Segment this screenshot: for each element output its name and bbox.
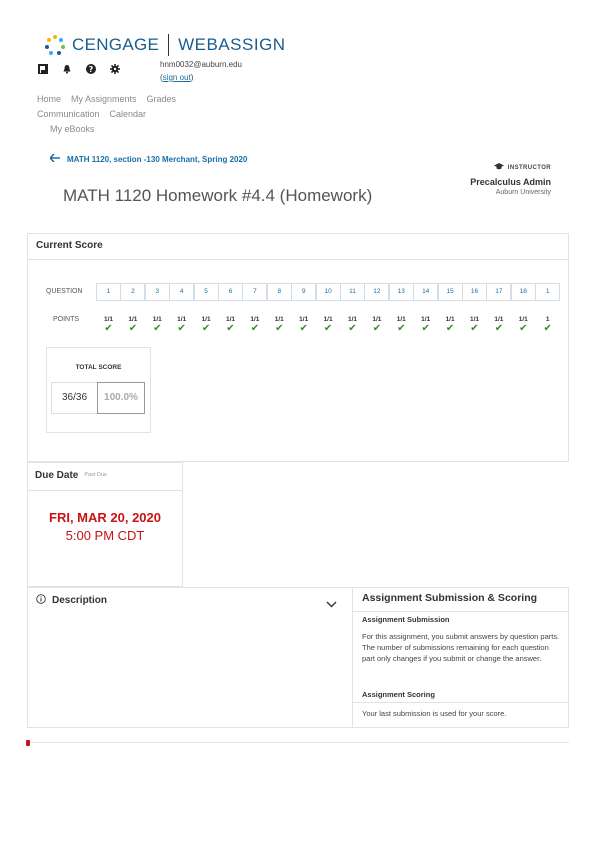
instructor-name: Precalculus Admin xyxy=(470,177,551,187)
points-value: 1/1 xyxy=(445,316,455,323)
question-row-label: QUESTION xyxy=(46,288,83,295)
question-link[interactable]: 3 xyxy=(145,283,170,301)
points-row-label: POINTS xyxy=(53,316,80,323)
course-back-link[interactable] xyxy=(50,154,247,164)
past-due-badge: Past Due xyxy=(84,472,107,479)
flag-icon[interactable] xyxy=(38,64,48,74)
question-link[interactable]: 15 xyxy=(438,283,463,301)
points-cell xyxy=(535,316,560,334)
submission-divider xyxy=(353,611,569,612)
points-cell xyxy=(96,316,121,334)
logo-separator xyxy=(168,34,169,56)
points-cell xyxy=(389,316,414,334)
checkmark-icon: ✔ xyxy=(445,323,455,334)
points-value: 1/1 xyxy=(152,316,162,323)
points-value: 1/1 xyxy=(201,316,211,323)
scoring-divider xyxy=(353,702,569,703)
info-icon xyxy=(36,594,46,607)
points-cell xyxy=(340,316,365,334)
user-email: hnm0032@auburn.edu xyxy=(160,60,242,69)
due-date-value: FRI, MAR 20, 2020 xyxy=(49,510,161,525)
nav-calendar[interactable]: Calendar xyxy=(109,109,147,119)
scoring-subheading: Assignment Scoring xyxy=(362,690,435,699)
points-cell xyxy=(194,316,219,334)
assignment-title: MATH 1120 Homework #4.4 (Homework) xyxy=(63,186,373,205)
current-score-heading: Current Score xyxy=(28,234,568,260)
question-link[interactable]: 17 xyxy=(486,283,511,301)
question-link[interactable]: 8 xyxy=(267,283,292,301)
nav-row-3 xyxy=(50,124,105,134)
checkmark-icon: ✔ xyxy=(275,323,284,334)
points-cell xyxy=(511,316,536,334)
points-value: 1 xyxy=(545,316,550,323)
scoring-body: Your last submission is used for your score. xyxy=(362,709,507,718)
instructor-label-text: INSTRUCTOR xyxy=(507,164,551,171)
points-value: 1/1 xyxy=(274,316,284,323)
instructor-school: Auburn University xyxy=(495,189,551,196)
course-name: MATH 1120, section -130 Merchant, Spring 2020 xyxy=(67,154,248,164)
product-name: WEBASSIGN xyxy=(178,35,286,54)
svg-text:?: ? xyxy=(88,64,94,74)
bottom-divider xyxy=(27,742,569,743)
checkmark-icon: ✔ xyxy=(299,323,308,334)
nav-my-assignments[interactable]: My Assignments xyxy=(71,94,137,104)
checkmark-icon: ✔ xyxy=(153,323,162,334)
due-time-value: 5:00 PM CDT xyxy=(65,528,145,543)
signout xyxy=(160,73,193,82)
question-link[interactable]: 7 xyxy=(242,283,267,301)
bell-icon[interactable] xyxy=(62,64,72,74)
question-link[interactable]: 18 xyxy=(511,283,536,301)
arrow-left-icon xyxy=(50,154,60,164)
points-value: 1/1 xyxy=(518,316,528,323)
due-date-heading xyxy=(28,463,182,491)
gear-icon[interactable] xyxy=(110,64,120,74)
points-value: 1/1 xyxy=(250,316,260,323)
checkmark-icon: ✔ xyxy=(494,323,504,334)
points-cell xyxy=(364,316,389,334)
points-cell xyxy=(120,316,145,334)
signout-link[interactable]: sign out xyxy=(162,73,191,82)
points-cell xyxy=(291,316,316,334)
question-link[interactable]: 1 xyxy=(535,283,560,301)
question-link[interactable]: 5 xyxy=(194,283,219,301)
panel-divider xyxy=(352,588,353,728)
points-cell xyxy=(316,316,341,334)
points-value: 1/1 xyxy=(177,316,187,323)
points-cell xyxy=(413,316,438,334)
total-score-percent: 100.0% xyxy=(97,382,145,414)
nav-row-1 xyxy=(37,94,186,104)
checkmark-icon: ✔ xyxy=(543,323,552,334)
submission-heading: Assignment Submission & Scoring xyxy=(362,592,538,604)
points-cell xyxy=(242,316,267,334)
nav-communication[interactable]: Communication xyxy=(37,109,100,119)
checkmark-icon: ✔ xyxy=(348,323,357,334)
checkmark-icon: ✔ xyxy=(372,323,382,334)
help-icon[interactable] xyxy=(86,64,96,74)
points-cell xyxy=(462,316,487,334)
points-value: 1/1 xyxy=(299,316,309,323)
nav-row-2 xyxy=(37,109,156,119)
question-link[interactable]: 14 xyxy=(413,283,438,301)
points-value: 1/1 xyxy=(372,316,382,323)
question-link[interactable]: 2 xyxy=(120,283,145,301)
description-heading: Description xyxy=(52,595,108,606)
webassign-logo[interactable] xyxy=(44,33,286,57)
total-score-label: TOTAL SCORE xyxy=(75,364,122,371)
question-link[interactable]: 10 xyxy=(316,283,341,301)
checkmark-icon: ✔ xyxy=(226,323,235,334)
points-cell xyxy=(267,316,292,334)
header-icons xyxy=(38,64,120,74)
checkmark-icon: ✔ xyxy=(470,323,479,334)
question-link[interactable]: 11 xyxy=(340,283,365,301)
points-value: 1/1 xyxy=(128,316,138,323)
checkmark-icon: ✔ xyxy=(421,323,430,334)
nav-grades[interactable]: Grades xyxy=(146,94,177,104)
points-cell xyxy=(169,316,194,334)
nav-home[interactable]: Home xyxy=(37,94,62,104)
graduation-cap-icon xyxy=(494,163,504,172)
nav-my-ebooks[interactable]: My eBooks xyxy=(50,124,95,134)
question-link[interactable]: 9 xyxy=(291,283,316,301)
question-link[interactable]: 13 xyxy=(389,283,414,301)
checkmark-icon: ✔ xyxy=(201,323,211,334)
brand-name: CENGAGE xyxy=(72,35,160,54)
checkmark-icon: ✔ xyxy=(519,323,528,334)
points-value: 1/1 xyxy=(494,316,504,323)
points-value: 1/1 xyxy=(421,316,431,323)
points-cell xyxy=(486,316,511,334)
submission-subheading: Assignment Submission xyxy=(362,615,450,624)
question-link[interactable]: 1 xyxy=(96,283,121,301)
total-score-value: 36/36 xyxy=(51,382,98,414)
checkmark-icon: ✔ xyxy=(177,323,186,334)
cengage-logo-icon xyxy=(44,34,66,56)
signout-close-paren: ) xyxy=(190,73,194,82)
due-date-heading-text: Due Date xyxy=(35,470,79,481)
points-cell xyxy=(145,316,170,334)
points-value: 1/1 xyxy=(103,316,114,323)
submission-body: For this assignment, you submit answers by question parts. The number of submissions remaining for each question part only changes if you submit or change the answer. xyxy=(362,632,560,663)
question-link[interactable]: 16 xyxy=(462,283,487,301)
signout-open-paren: ( xyxy=(160,73,163,82)
question-link[interactable]: 6 xyxy=(218,283,243,301)
checkmark-icon: ✔ xyxy=(250,323,260,334)
checkmark-icon: ✔ xyxy=(397,323,406,334)
points-value: 1/1 xyxy=(396,316,406,323)
chevron-down-icon[interactable] xyxy=(326,595,337,613)
points-value: 1/1 xyxy=(347,316,358,323)
instructor-label xyxy=(494,163,551,172)
checkmark-icon: ✔ xyxy=(128,323,138,334)
points-value: 1/1 xyxy=(469,316,480,323)
checkmark-icon: ✔ xyxy=(104,323,113,334)
points-cell xyxy=(438,316,463,334)
points-value: 1/1 xyxy=(323,316,333,323)
error-marker xyxy=(26,740,30,746)
question-link[interactable]: 4 xyxy=(169,283,194,301)
description-toggle[interactable] xyxy=(36,594,107,607)
points-value: 1/1 xyxy=(225,316,236,323)
points-cell xyxy=(218,316,243,334)
checkmark-icon: ✔ xyxy=(323,323,333,334)
question-link[interactable]: 12 xyxy=(364,283,389,301)
